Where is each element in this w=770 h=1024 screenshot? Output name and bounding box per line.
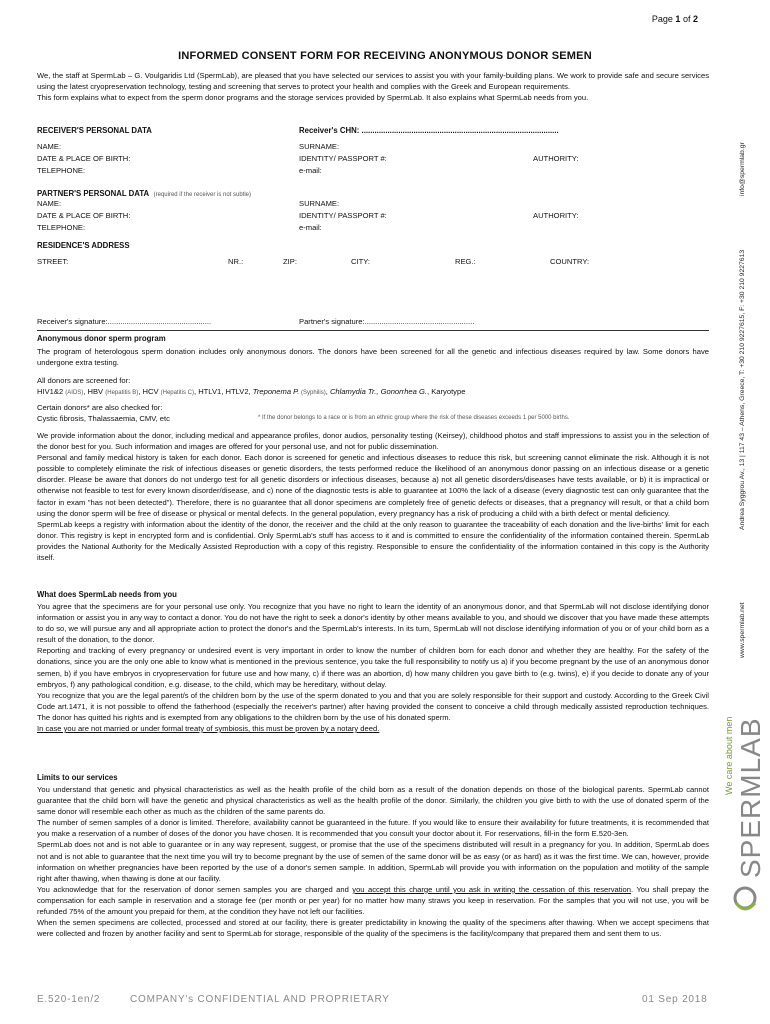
side-web: www.spermlab.net	[739, 602, 746, 658]
street-field[interactable]: STREET:	[37, 257, 69, 266]
receiver-chn: Receiver's CHN: ...........................................................................................	[299, 126, 559, 135]
logo-wordmark: SPERMLAB	[735, 717, 766, 878]
partner-heading-row	[37, 183, 251, 201]
zip-field[interactable]: ZIP:	[283, 257, 297, 266]
screened-list: HIV1&2 (AIDS), HBV (Hepatitis B), HCV (Hepatitis C), HTLV1, HTLV2, Treponema P. (Syphilis), Chlamydia Tr., Gonorrhea G., Karyotype	[37, 387, 466, 396]
receiver-name-field[interactable]: NAME:	[37, 142, 62, 151]
partner-email-field[interactable]: e-mail:	[299, 223, 322, 232]
receiver-email-field[interactable]: e-mail:	[299, 166, 322, 175]
city-field[interactable]: CITY:	[351, 257, 370, 266]
side-address: Andrea Syggrou Av., 13 | 117 43 – Athens, Greece, T: +30 210 9227615, F: +30 210 9227613	[739, 249, 746, 530]
certain-note: * If the donor belongs to a race or is from an ethnic group where the risk of these diseases exceeds 1 per 5000 births.	[258, 415, 570, 421]
receiver-heading: RECEIVER'S PERSONAL DATA	[37, 126, 152, 135]
footer-date: 01 Sep 2018	[642, 994, 708, 1005]
partner-authority-field[interactable]: AUTHORITY:	[533, 211, 579, 220]
logo-tagline: We care about men	[724, 716, 734, 795]
anon-heading: Anonymous donor sperm program	[37, 334, 166, 343]
footer-code: E.520-1en/2	[37, 994, 101, 1005]
partner-dob-field[interactable]: DATE & PLACE OF BIRTH:	[37, 211, 131, 220]
partner-signature[interactable]: Partner's signature:....................................................	[299, 317, 475, 326]
reg-field[interactable]: REG.:	[455, 257, 476, 266]
receiver-authority-field[interactable]: AUTHORITY:	[533, 154, 579, 163]
logo-mark-icon	[735, 888, 755, 909]
partner-note: (required if the receiver is not subtle)	[153, 192, 252, 198]
anon-intro: The program of heterologous sperm donation includes only anonymous donors. The donors have been screened for all the genetic and infectious diseases required by law. Some donors have undergone extra testing.	[37, 347, 709, 368]
screened-label: All donors are screened for:	[37, 376, 131, 385]
nr-field[interactable]: NR.:	[228, 257, 244, 266]
receiver-tel-field[interactable]: TELEPHONE:	[37, 166, 86, 175]
partner-surname-field[interactable]: SURNAME:	[299, 199, 340, 208]
side-email: info@spermlab.gr	[739, 142, 746, 196]
divider	[37, 330, 709, 331]
certain-label: Certain donors* are also checked for:	[37, 403, 163, 412]
receiver-dob-field[interactable]: DATE & PLACE OF BIRTH:	[37, 154, 131, 163]
partner-heading: PARTNER'S PERSONAL DATA	[37, 189, 150, 198]
anon-body: We provide information about the donor, including medical and appearance profiles, donor audios, personality testing (Keirsey), childhood photos and staff impressions to assist you in the selection of the donor best for you. Such information and images are offered for your personal use, and not for public dissemination. Personal and family medical history is taken for each donor. Each donor is screened for genetic and infectious diseases to reduce this risk, but screening cannot eliminate the risk. Although it is not possible to completely eliminate the risk of infectious diseases or genetic disorders, the tests performed reduce the likelihood of an anonymous donor passing on an infectious disease or a genetic disorder. Please be aware that donors do not undergo test for all genetic disorders or infectious diseases, because a) not all genetic disorders/diseases have tests available, or b) it is impractical or otherwise not feasible to test for every known disorder/disease, and c) none of the diagnostic tests is able to guarantee at 100% the lack of a disease (every diagnostic test can only guarantee that the factor in exam "has not been detected"). Therefore, there is no guarantee that all donor specimens are completely free of genetic defects or diseases, that a pregnancy will result, or that a child born using the donor sperm will be free of disease or physical or mental defects. In the general population, every pregnancy has a risk of producing a child with a birth defect or mental deficiency. SpermLab keeps a registry with information about the identity of the donor, the receiver and the child at the only reason to guarantee the traceability of each donation and the live-births' limit for each donor. This registry is kept in encrypted form and is confidential. Only SpermLab's stuff has access to it and is committed to ensure the confidentiality of the information contained therein. SpermLab provides the National Authority for the Medically Assisted Reproduction with a copy of this registry. Responsible to ensure the confidentiality of the information contained in this copy is the Authority itself.	[37, 431, 709, 563]
intro: We, the staff at SpermLab – G. Voulgaridis Ltd (SpermLab), are pleased that you have selected our services to assist you with your family-building plans. We work to provide safe and secure services using the latest cryopreservation technology, testing and screening that serves to protect your health and complies with the Greek and European requirements. This form explains what to expect from the sperm donor programs and the storage services provided by SpermLab. It also explains what SpermLab needs from you.	[37, 71, 709, 103]
spermlab-logo	[722, 700, 768, 915]
limits-body: You understand that genetic and physical characteristics as well as the health profile of the child born as a result of the donation depends on those of the biological parents. SpermLab cannot guarantee that the child born will have the genetic and physical characteristics as well as the health profile of the donor. Similarly, the children you give birth to with the use of donated sperm of the same donor will resemble each other as much as the children of the same parents do. The number of semen samples of a donor is limited. Therefore, availability cannot be guaranteed in the future. If you would like to ensure their availability for future treatments, it is recommended that you make a reservation of a number of doses of the donor you have chosen. It is recommended that you consult your doctor about it. For reservations, fill-in the form E.520-3en. SpermLab does not and is not able to guarantee or in any way represent, suggest, or promise that the use of the specimens distributed will result in a pregnancy for you. In addition, SpermLab does not and is not able to guarantee that the next time you will try to become pregnant by the use of semen of the same donor will be as easy (or as hard) as it was the first time. We can, however, provide information on whether pregnancies have been reported by the use of a donor's semen sample. In addition, SpermLab will provide you with information on the population and motility of the sample right after thawing, when thawing is done at our facility. You acknowledge that for the reservation of donor semen samples you are charged and you accept this charge until you ask in writing the cessation of this reservation. You shall prepay the compensation for each sample in reservation and a storage fee (per month or per year) for no matter how many straws you keep in reservation. For the samples that you will not use, you will be refunded 75% of the amount you prepaid for them, at the condition they have not left our facilities. When the semen specimens are collected, processed and stored at our facility, there is greater predictability in knowing the quality of the specimens after thawing. When we accept specimens that were collected and frozen by another facility and sent to SpermLab for storage, responsible of the quality of the specimens is the facility/company that prepared them and sent them to us.	[37, 785, 710, 939]
receiver-surname-field[interactable]: SURNAME:	[299, 142, 340, 151]
needs-heading: What does SpermLab needs from you	[37, 590, 177, 599]
certain-list: Cystic fibrosis, Thalassaemia, CMV, etc	[37, 414, 170, 423]
page-number: Page 1 of 2	[651, 14, 698, 24]
partner-name-field[interactable]: NAME:	[37, 199, 62, 208]
country-field[interactable]: COUNTRY:	[550, 257, 590, 266]
footer-confidential: COMPANY's CONFIDENTIAL AND PROPRIETARY	[130, 994, 390, 1005]
receiver-id-field[interactable]: IDENTITY/ PASSPORT #:	[299, 154, 387, 163]
page-title: INFORMED CONSENT FORM FOR RECEIVING ANONYMOUS DONOR SEMEN	[178, 50, 592, 62]
limits-heading: Limits to our services	[37, 773, 118, 782]
partner-tel-field[interactable]: TELEPHONE:	[37, 223, 86, 232]
partner-id-field[interactable]: IDENTITY/ PASSPORT #:	[299, 211, 387, 220]
receiver-signature[interactable]: Receiver's signature:.................................................	[37, 317, 212, 326]
residence-heading: RESIDENCE'S ADDRESS	[37, 241, 130, 250]
needs-body: You agree that the specimens are for your personal use only. You recognize that you have no right to learn the identity of an anonymous donor, and that SpermLab will not disclose identifying donor information or assist you in any way to contact a donor. You do not have the right to seek a donor's identity by other means available to you, and should we discover that you have made these attempts to do so, we will pursue any and all appropriate action to protect the donor's and the SpermLab's interests. In its turn, SpermLab will not disclose identifying information of you or of your child born as a result of the donation, to the donor. Reporting and tracking of every pregnancy or undesired event is very important in order to know the number of children born for each donor and whether they are healthy. For the safety of the donations, since you are the only one able to know what is mentioned in the previous sentence, you take the full responsibility to notify us a) if you become pregnant by the use of an anonymous donor semen, b) if you have embryos in cryopreservation for future use and how many, c) if there was an abortion, d) how many children you gave birth to (e.g. twins), e) if you decide to donate any of your embryos, f) any pathological condition, e.g. disease, to the child, which may be hereditary, without delay. You recognize that you are the legal parent/s of the children born by the use of the sperm donated to you and that you are solely responsible for their support and custody. According to the Greek Civil Code art.1471, it is not possible to offend the fatherhood (especially the receiver's partner) after having provided the consent to conceive a child through medically assisted reproduction techniques. The donor has quitted his rights and is exempted from any obligations to the children born by the use of his donated sperm. In case you are not married or under formal treaty of symbiosis, this must be proven by a notary deed.	[37, 602, 709, 734]
